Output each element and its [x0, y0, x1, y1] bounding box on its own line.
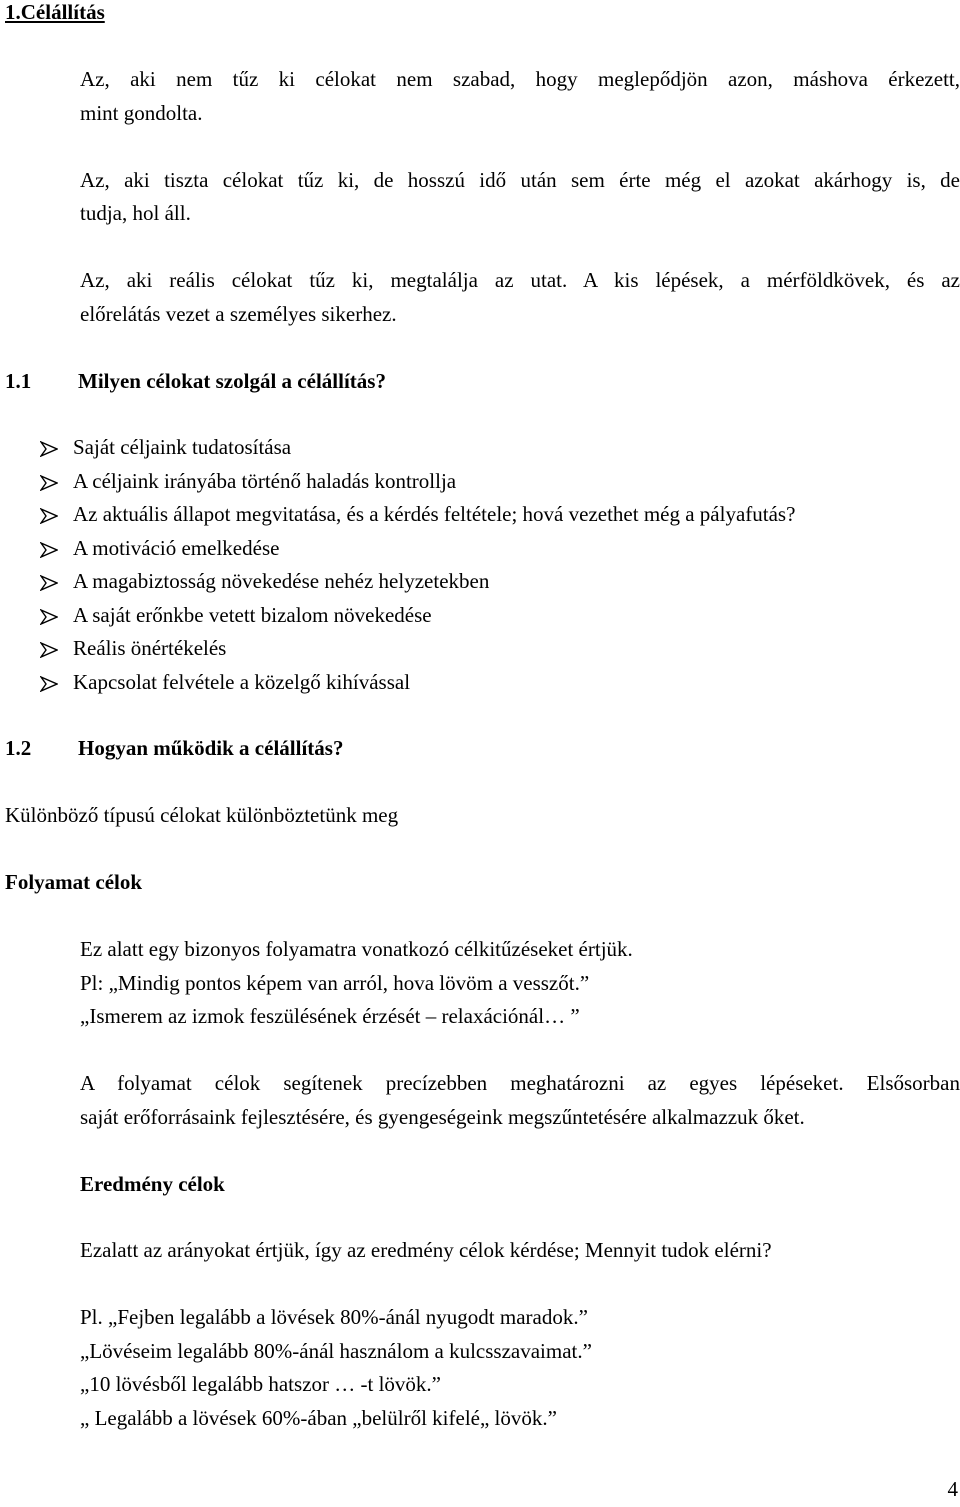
intro-p1-line2: mint gondolta. [80, 101, 203, 125]
list-item-text: A magabiztosság növekedése nehéz helyzetekben [73, 569, 490, 593]
list-item [40, 670, 410, 694]
result-goals-line5: „ Legalább a lövések 60%-ában „belülről kifelé„ lövök.” [80, 1406, 557, 1430]
page-number: 4 [947, 1477, 958, 1501]
intro-p2-line1: Az, aki tiszta célokat tűz ki, de hosszú idő után sem érte még el azokat akárhogy is, de [80, 168, 960, 192]
process-goals-line3: „Ismerem az izmok feszülésének érzését – relaxációnál… ” [80, 1004, 580, 1028]
intro-p2-line2: tudja, hol áll. [80, 201, 191, 225]
arrowhead-bullet-icon [40, 542, 73, 558]
arrowhead-bullet-icon [40, 609, 73, 625]
arrowhead-bullet-icon [40, 676, 73, 692]
list-item-text: Reális önértékelés [73, 636, 227, 660]
arrowhead-bullet-icon [40, 575, 73, 591]
arrowhead-bullet-icon [40, 642, 73, 658]
section-1-2-heading [5, 736, 343, 760]
process-goals-line5: saját erőforrásaink fejlesztésére, és gyengeségeink megszűntetésére alkalmazzuk őket. [80, 1105, 805, 1129]
result-goals-line2: Pl. „Fejben legalább a lövések 80%-ánál nyugodt maradok.” [80, 1305, 588, 1329]
list-item [40, 469, 456, 493]
list-item [40, 569, 489, 593]
list-item [40, 435, 291, 459]
list-item-text: A céljaink irányába történő haladás kontrollja [73, 469, 457, 493]
list-item-text: Saját céljaink tudatosítása [73, 435, 292, 459]
arrowhead-bullet-icon [40, 441, 73, 457]
intro-p1-line1: Az, aki nem tűz ki célokat nem szabad, hogy meglepődjön azon, máshova érkezett, [80, 67, 960, 91]
result-goals-line1: Ezalatt az arányokat értjük, így az eredmény célok kérdése; Mennyit tudok elérni? [80, 1238, 772, 1262]
section-1-2-number: 1.2 [5, 736, 32, 760]
intro-p3-line1: Az, aki reális célokat tűz ki, megtalálja az utat. A kis lépések, a mérföldkövek, és az [80, 268, 960, 292]
goal-types-intro: Különböző típusú célokat különböztetünk meg [5, 803, 399, 827]
list-item [40, 603, 432, 627]
list-item-text: Kapcsolat felvétele a közelgő kihívással [73, 670, 411, 694]
list-item [40, 502, 795, 526]
result-goals-line4: „10 lövésből legalább hatszor … -t lövök.” [80, 1372, 441, 1396]
section-1-1-heading [5, 369, 386, 393]
process-goals-heading: Folyamat célok [5, 870, 143, 894]
result-goals-line3: „Lövéseim legalább 80%-ánál használom a kulcsszavaimat.” [80, 1339, 592, 1363]
list-item-text: Az aktuális állapot megvitatása, és a kérdés feltétele; hová vezethet még a pályafutás? [73, 502, 796, 526]
section-1-1-number: 1.1 [5, 369, 32, 393]
main-title: 1.Célállítás [5, 0, 105, 24]
arrowhead-bullet-icon [40, 508, 73, 524]
list-item-text: A motiváció emelkedése [73, 536, 280, 560]
process-goals-line2: Pl: „Mindig pontos képem van arról, hova lövöm a vesszőt.” [80, 971, 590, 995]
intro-p3-line2: előrelátás vezet a személyes sikerhez. [80, 302, 397, 326]
list-item [40, 636, 226, 660]
result-goals-heading: Eredmény célok [80, 1172, 225, 1196]
section-1-1-title: Milyen célokat szolgál a célállítás? [78, 369, 386, 393]
process-goals-line4: A folyamat célok segítenek precízebben meghatározni az egyes lépéseket. Elsősorban [80, 1071, 960, 1095]
list-item [40, 536, 279, 560]
list-item-text: A saját erőnkbe vetett bizalom növekedése [73, 603, 432, 627]
process-goals-line1: Ez alatt egy bizonyos folyamatra vonatkozó célkitűzéseket értjük. [80, 937, 633, 961]
section-1-2-title: Hogyan működik a célállítás? [78, 736, 344, 760]
arrowhead-bullet-icon [40, 475, 73, 491]
